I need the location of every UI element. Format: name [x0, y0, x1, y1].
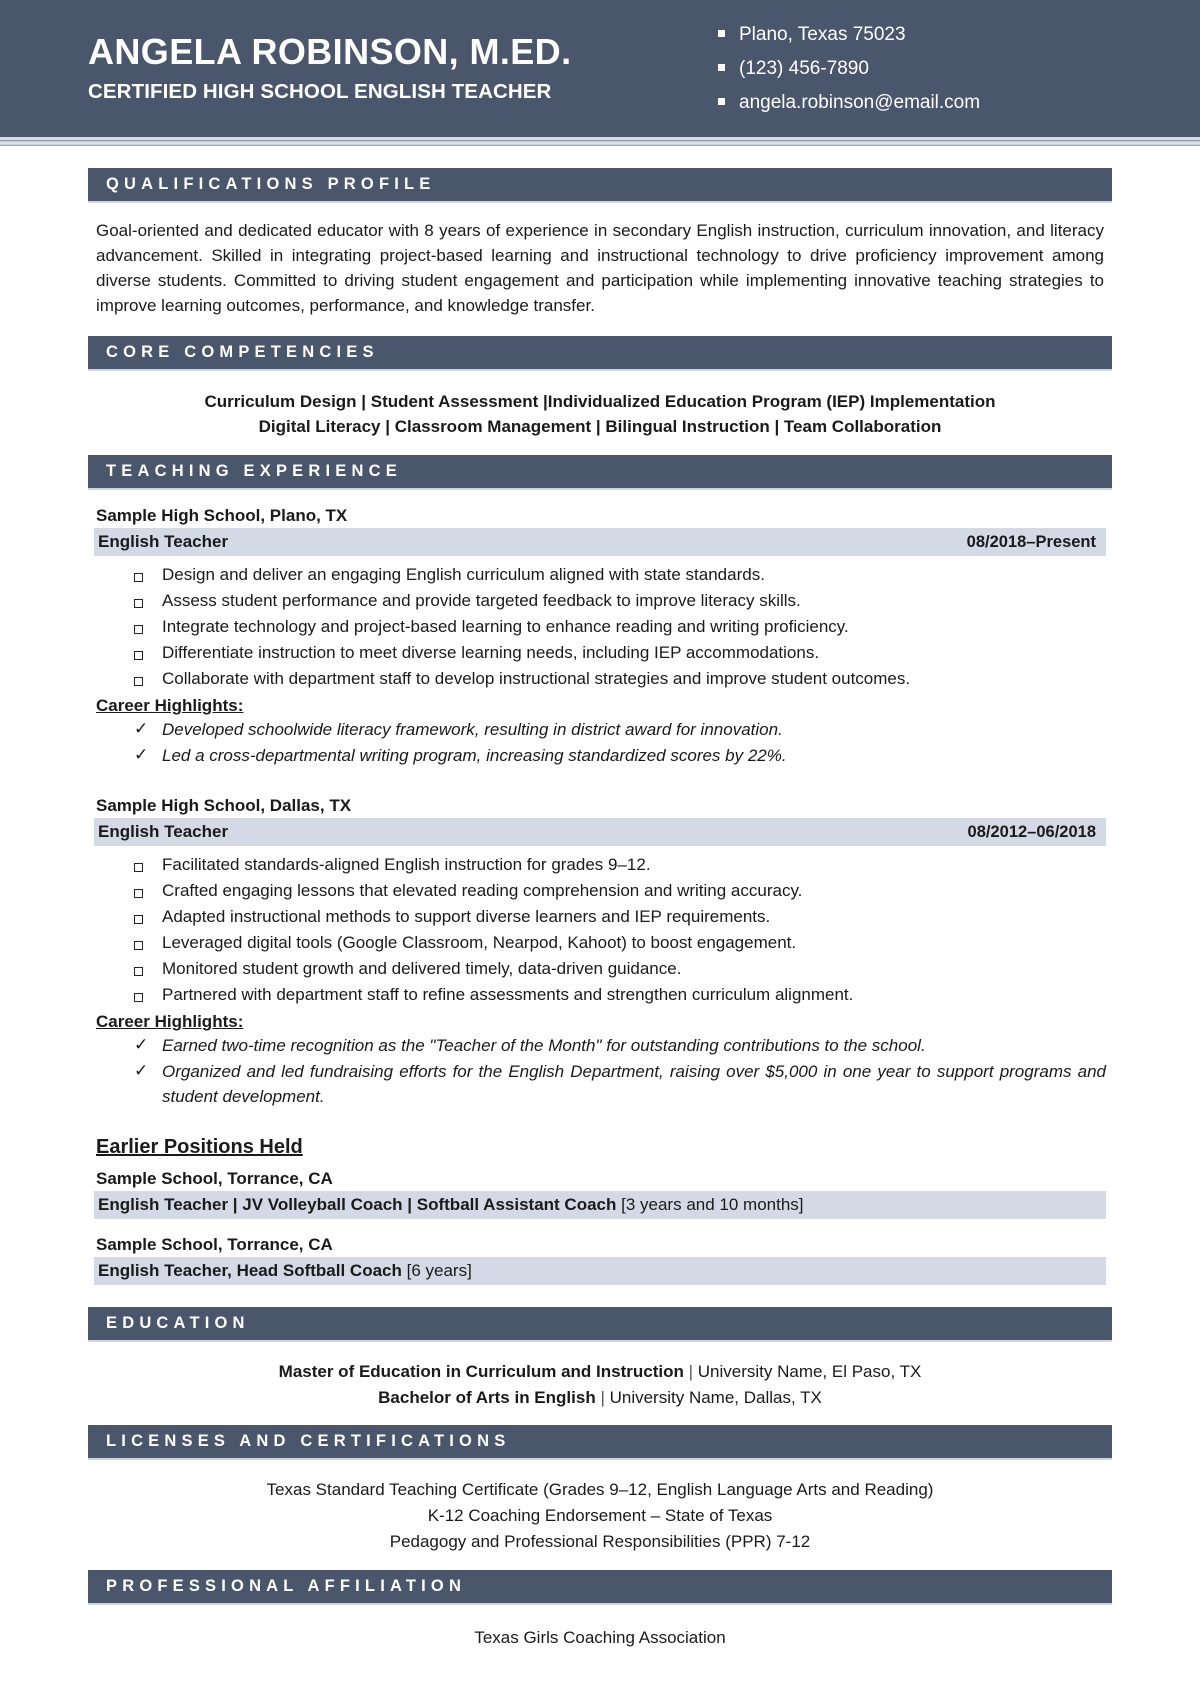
job-title-wrap — [98, 1195, 804, 1215]
career-highlights-label: Career Highlights: — [96, 1012, 244, 1032]
job-title: English Teacher, Head Softball Coach — [98, 1261, 402, 1280]
section-heading-experience: TEACHING EXPERIENCE — [88, 455, 1112, 490]
candidate-name: ANGELA ROBINSON, M.ED. — [88, 30, 572, 72]
earlier-positions-heading: Earlier Positions Held — [96, 1136, 303, 1158]
section-heading-qualifications: QUALIFICATIONS PROFILE — [88, 168, 1112, 203]
employer-name: Sample School, Torrance, CA — [96, 1169, 333, 1188]
school-name: University Name, El Paso, TX — [697, 1362, 922, 1381]
career-highlights-list — [94, 718, 1106, 769]
list-item: Leveraged digital tools (Google Classroom, Nearpod, Kahoot) to boost engagement. — [94, 931, 1106, 956]
job-title: English Teacher — [98, 532, 229, 552]
section-body-education — [88, 1359, 1112, 1411]
square-bullet-icon — [718, 98, 725, 105]
list-item: Adapted instructional methods to support diverse learners and IEP requirements. — [94, 905, 1106, 930]
affiliation-item: Texas Girls Coaching Association — [474, 1627, 726, 1647]
license-item: Texas Standard Teaching Certificate (Grades 9–12, English Language Arts and Reading) — [266, 1479, 934, 1499]
education-entry: Bachelor of Arts in English | University Name, Dallas, TX — [378, 1387, 822, 1407]
list-item: ✓ Led a cross-departmental writing program, increasing standardized scores by 22%. — [94, 744, 1106, 769]
employer-name: Sample High School, Dallas, TX — [96, 796, 352, 816]
degree-name: Master of Education in Curriculum and Instruction — [278, 1362, 684, 1381]
list-item: Partnered with department staff to refine assessments and strengthen curriculum alignment. — [94, 983, 1106, 1008]
contact-location — [718, 25, 1120, 44]
job-duration: [3 years and 10 months] — [621, 1195, 804, 1214]
section-heading-competencies: CORE COMPETENCIES — [88, 336, 1112, 371]
education-entry: Master of Education in Curriculum and Instruction | University Name, El Paso, TX — [278, 1362, 922, 1381]
career-highlights-label: Career Highlights: — [96, 696, 244, 716]
list-item: ✓ Earned two-time recognition as the "Teacher of the Month" for outstanding contributions to the school. — [94, 1034, 1106, 1059]
list-item: ✓ Developed schoolwide literacy framework, resulting in district award for innovation. — [94, 718, 1106, 743]
list-item: Assess student performance and provide targeted feedback to improve literacy skills. — [94, 589, 1106, 614]
list-item: Integrate technology and project-based learning to enhance reading and writing proficiency. — [94, 615, 1106, 640]
list-item: Facilitated standards-aligned English instruction for grades 9–12. — [94, 853, 1106, 878]
job-duration: [6 years] — [406, 1261, 472, 1280]
header-identity — [88, 30, 708, 105]
list-item: Design and deliver an engaging English curriculum aligned with state standards. — [94, 563, 1106, 588]
contact-location-text: Plano, Texas 75023 — [739, 24, 906, 45]
job-title: English Teacher | JV Volleyball Coach | Softball Assistant Coach — [98, 1195, 617, 1214]
contact-phone[interactable] — [718, 59, 1120, 78]
contact-phone-text: (123) 456-7890 — [739, 58, 869, 79]
list-item: Crafted engaging lessons that elevated reading comprehension and writing accuracy. — [94, 879, 1106, 904]
earlier-position-entry — [94, 1169, 1106, 1219]
earlier-position-entry — [94, 1235, 1106, 1285]
license-item: K-12 Coaching Endorsement – State of Texas — [427, 1506, 773, 1525]
license-item: Pedagogy and Professional Responsibilities (PPR) 7-12 — [389, 1532, 811, 1552]
experience-entry — [94, 796, 1106, 1110]
section-heading-education: EDUCATION — [88, 1307, 1112, 1342]
job-title-wrap — [98, 1261, 472, 1281]
employer-name: Sample School, Torrance, CA — [96, 1235, 333, 1254]
experience-entry — [94, 506, 1106, 769]
section-heading-affiliation: PROFESSIONAL AFFILIATION — [88, 1570, 1112, 1605]
job-duty-list — [94, 853, 1106, 1008]
candidate-tagline: CERTIFIED HIGH SCHOOL ENGLISH TEACHER — [88, 80, 552, 104]
section-body-competencies — [88, 389, 1112, 439]
contact-email-text: angela.robinson@email.com — [739, 92, 981, 113]
resume-header — [0, 0, 1200, 140]
competency-line: Curriculum Design | Student Assessment |Individualized Education Program (IEP) Implementation — [204, 391, 996, 411]
section-body-affiliation — [88, 1625, 1112, 1650]
section-body-licenses — [88, 1477, 1112, 1556]
list-item: Differentiate instruction to meet diverse learning needs, including IEP accommodations. — [94, 641, 1106, 666]
section-body-experience — [88, 506, 1112, 1285]
employer-name: Sample High School, Plano, TX — [96, 506, 348, 526]
contact-list — [708, 25, 1120, 112]
career-highlights-list — [94, 1034, 1106, 1110]
list-item: Collaborate with department staff to develop instructional strategies and improve student outcomes. — [94, 667, 1106, 692]
section-body-qualifications — [88, 219, 1112, 319]
list-item: ✓ Organized and led fundraising efforts for the English Department, raising over $5,000 in one year to support programs and student development. — [94, 1060, 1106, 1110]
contact-email[interactable] — [718, 93, 1120, 112]
section-heading-licenses: LICENSES AND CERTIFICATIONS — [88, 1425, 1112, 1460]
list-item: Monitored student growth and delivered timely, data-driven guidance. — [94, 957, 1106, 982]
degree-name: Bachelor of Arts in English — [378, 1387, 596, 1407]
square-bullet-icon — [718, 64, 725, 71]
job-title-bar — [94, 1191, 1106, 1219]
job-title-bar — [94, 528, 1106, 556]
square-bullet-icon — [718, 30, 725, 37]
job-duty-list — [94, 563, 1106, 692]
job-dates: 08/2018–Present — [966, 532, 1096, 551]
resume-body — [0, 146, 1200, 1650]
job-title: English Teacher — [98, 822, 229, 842]
job-title-bar — [94, 1257, 1106, 1285]
school-name: University Name, Dallas, TX — [609, 1387, 822, 1407]
qualifications-summary: Goal-oriented and dedicated educator with 8 years of experience in secondary English instruction, curriculum innovation, and literacy advancement. Skilled in integrating project-based learning and instructional technology to drive proficiency improvement among diverse students. Committed to driving student engagement and participation while implementing innovative teaching strategies to improve learning outcomes, performance, and knowledge transfer. — [96, 221, 1104, 315]
job-title-bar — [94, 818, 1106, 846]
competency-line: Digital Literacy | Classroom Management | Bilingual Instruction | Team Collaboration — [258, 417, 942, 437]
job-dates: 08/2012–06/2018 — [967, 822, 1096, 841]
